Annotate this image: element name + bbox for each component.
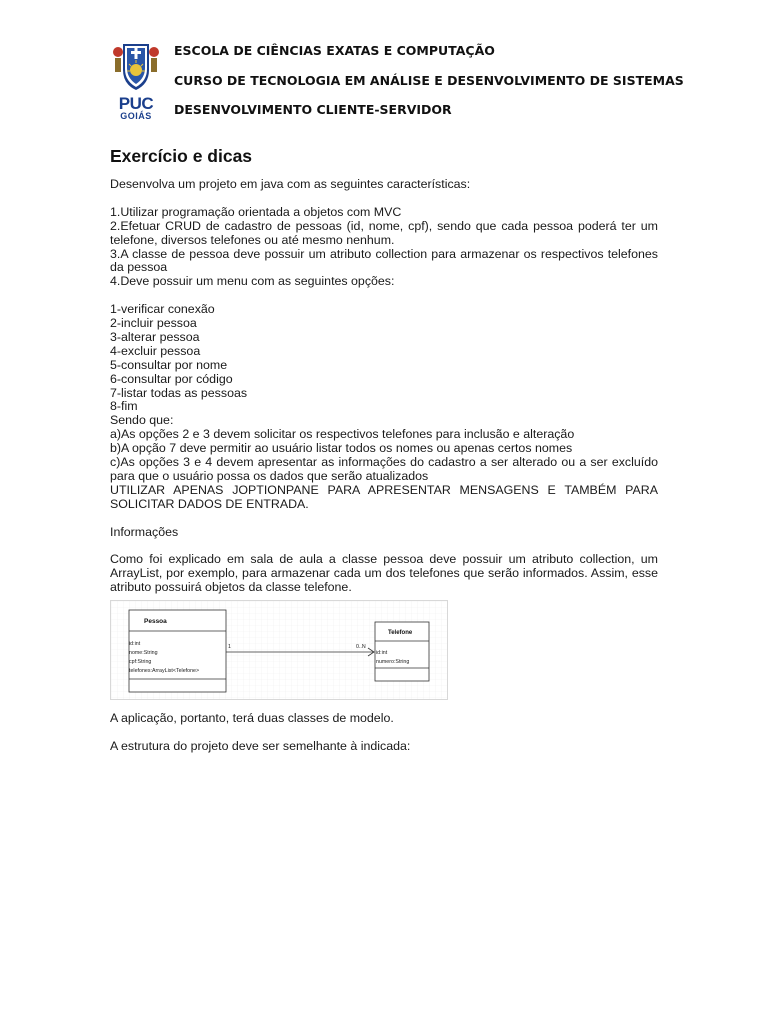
uml-attribute: nome:String bbox=[129, 650, 158, 656]
uml-attribute: cpf:String bbox=[129, 659, 152, 665]
requirement-item: 4.Deve possuir um menu com as seguintes opções: bbox=[110, 274, 395, 289]
uml-attribute: numero:String bbox=[376, 659, 410, 665]
note-item: c)As opções 3 e 4 devem apresentar as informações do cadastro a ser alterado ou a ser excluído para que o usuário possa os dados que serão atualizados bbox=[110, 455, 658, 483]
requirement-item: 3.A classe de pessoa deve possuir um atributo collection para armazenar os respectivos telefones da pessoa bbox=[110, 246, 658, 275]
note-item: Sendo que: bbox=[110, 413, 174, 428]
uml-attribute: id:int bbox=[376, 650, 388, 656]
uml-multiplicity-target: 0..N bbox=[356, 644, 366, 650]
menu-option: 6-consultar por código bbox=[110, 371, 233, 386]
puc-goias-logo bbox=[111, 40, 161, 120]
menu-option: 1-verificar conexão bbox=[110, 302, 215, 317]
intro-text: Desenvolva um projeto em java com as seguintes características: bbox=[110, 177, 471, 191]
header-line-discipline: DESENVOLVIMENTO CLIENTE-SERVIDOR bbox=[174, 102, 452, 117]
logo-subtext: GOIÁS bbox=[120, 111, 152, 121]
menu-option: 3-alterar pessoa bbox=[110, 329, 200, 344]
document-body bbox=[110, 178, 658, 595]
menu-option: 8-fim bbox=[110, 399, 138, 414]
note-item: b)A opção 7 deve permitir ao usuário listar todos os nomes ou apenas certos nomes bbox=[110, 441, 573, 456]
uml-class-pessoa bbox=[129, 610, 226, 692]
menu-option: 5-consultar por nome bbox=[110, 357, 228, 372]
note-item-uppercase: UTILIZAR APENAS JOPTIONPANE PARA APRESENTAR MENSAGENS E TAMBÉM PARA SOLICITAR DADOS DE ENTRADA. bbox=[110, 482, 658, 511]
logo-text: PUC bbox=[118, 94, 154, 113]
header-line-course: CURSO DE TECNOLOGIA EM ANÁLISE E DESENVOLVIMENTO DE SISTEMAS bbox=[174, 73, 684, 88]
menu-option: 7-listar todas as pessoas bbox=[110, 385, 248, 400]
requirement-item: 2.Efetuar CRUD de cadastro de pessoas (id, nome, cpf), sendo que cada pessoa poderá ter um telefone, diversos telefones ou até mesmo nenhum. bbox=[110, 218, 658, 247]
page-title: Exercício e dicas bbox=[110, 146, 253, 166]
menu-option: 4-excluir pessoa bbox=[110, 343, 201, 358]
uml-multiplicity-source: 1 bbox=[228, 644, 231, 650]
uml-attribute: telefones:ArrayList<Telefone> bbox=[129, 668, 200, 674]
info-paragraph: Como foi explicado em sala de aula a classe pessoa deve possuir um atributo collection, um ArrayList, por exemplo, para armazenar cada um dos telefones que serão informados. Assim, esse atributo possuirá objetos da classe telefone. bbox=[110, 552, 658, 595]
structure-text: A estrutura do projeto deve ser semelhante à indicada: bbox=[110, 739, 411, 753]
document-header bbox=[111, 40, 684, 122]
header-line-school: ESCOLA DE CIÊNCIAS EXATAS E COMPUTAÇÃO bbox=[174, 43, 495, 58]
uml-attribute: id:int bbox=[129, 641, 141, 647]
note-item: a)As opções 2 e 3 devem solicitar os respectivos telefones para inclusão e alteração bbox=[110, 427, 575, 442]
uml-class-diagram bbox=[110, 600, 448, 700]
uml-class-telefone bbox=[375, 622, 429, 681]
uml-class-name: Pessoa bbox=[144, 618, 167, 625]
info-heading: Informações bbox=[110, 524, 179, 539]
uml-class-name: Telefone bbox=[388, 630, 413, 636]
requirement-item: 1.Utilizar programação orientada a objetos com MVC bbox=[110, 204, 402, 219]
conclusion-text: A aplicação, portanto, terá duas classes de modelo. bbox=[110, 711, 394, 725]
menu-option: 2-incluir pessoa bbox=[110, 316, 197, 331]
